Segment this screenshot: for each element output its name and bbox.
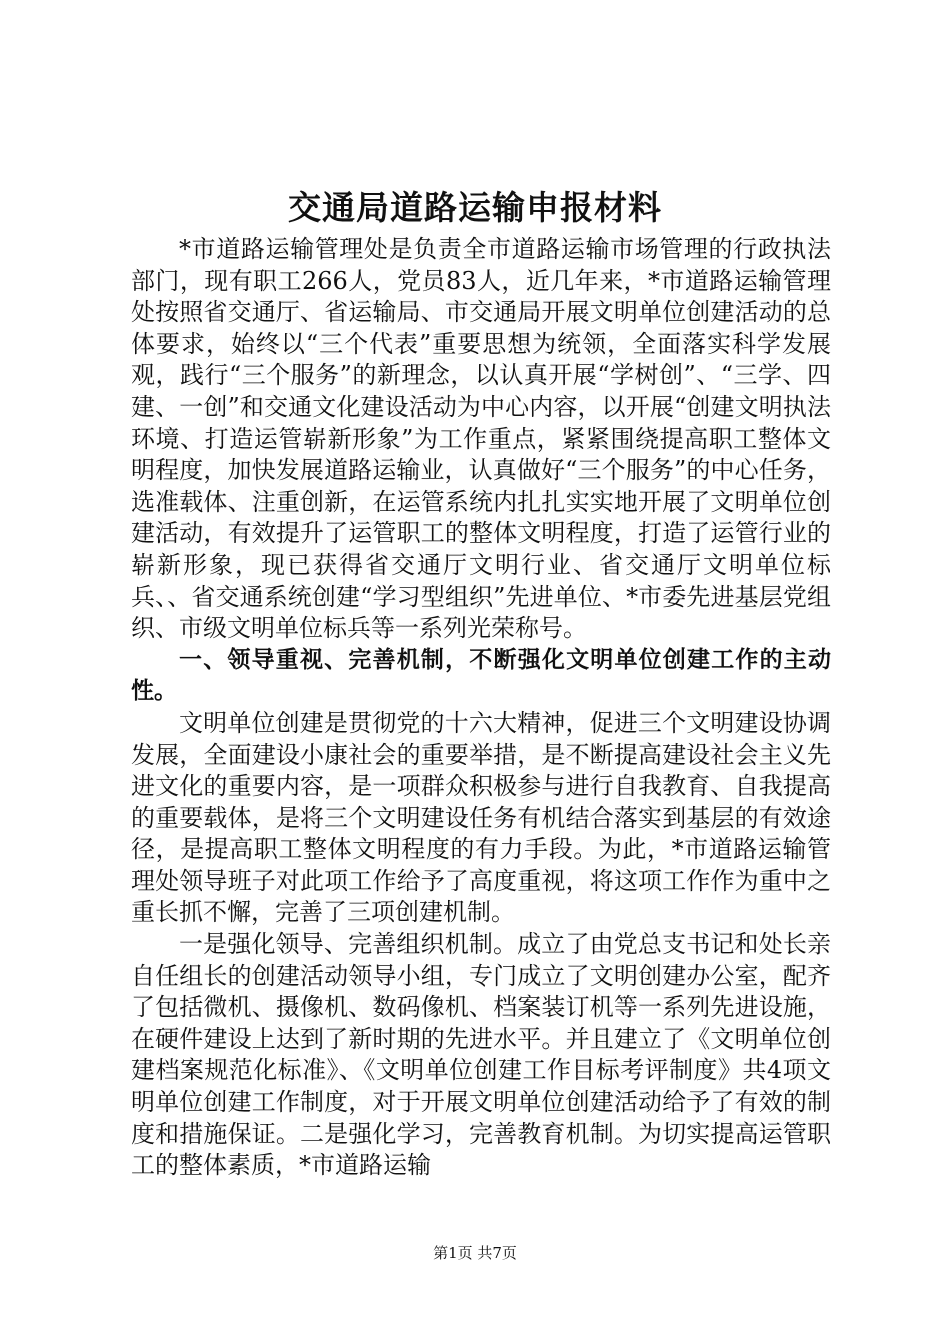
page-footer: 第1页 共7页 (433, 1244, 517, 1262)
document-body (131, 234, 831, 1182)
paragraph-intro: *市道路运输管理处是负责全市道路运输市场管理的行政执法部门，现有职工266人，党员83人，近几年来，*市道路运输管理处按照省交通厅、省运输局、市交通局开展文明单位创建活动的总体要求，始终以“三个代表”重要思想为统领，全面落实科学发展观，践行“三个服务”的新理念，以认真开展“学树创”、“三学、四建、一创”和交通文化建设活动为中心内容，以开展“创建文明执法环境、打造运管崭新形象”为工作重点，紧紧围绕提高职工整体文明程度，加快发展道路运输业，认真做好“三个服务”的中心任务，选准载体、注重创新，在运管系统内扎扎实实地开展了文明单位创建活动，有效提升了运管职工的整体文明程度，打造了运管行业的崭新形象，现已获得省交通厅文明行业、省交通厅文明单位标兵、、省交通系统创建“学习型组织”先进单位、*市委先进基层党组织、市级文明单位标兵等一系列光荣称号。 (131, 235, 831, 643)
section-heading-1: 一、领导重视、完善机制，不断强化文明单位创建工作的主动性。 (131, 646, 831, 705)
paragraph-section-1: 文明单位创建是贯彻党的十六大精神，促进三个文明建设协调发展，全面建设小康社会的重要举措，是不断提高建设社会主义先进文化的重要内容，是一项群众积极参与进行自我教育、自我提高的重要载体，是将三个文明建设任务有机结合落实到基层的有效途径，是提高职工整体文明程度的有力手段。为此，*市道路运输管理处领导班子对此项工作给予了高度重视，将这项工作作为重中之重长抓不懈，完善了三项创建机制。 (131, 708, 831, 927)
document-title: 交通局道路运输申报材料 (288, 188, 662, 227)
paragraph-measures: 一是强化领导、完善组织机制。成立了由党总支书记和处长亲自任组长的创建活动领导小组，专门成立了文明创建办公室，配齐了包括微机、摄像机、数码像机、档案装订机等一系列先进设施，在硬件建设上达到了新时期的先进水平。并且建立了《文明单位创建档案规范化标准》、《文明单位创建工作目标考评制度》共4项文明单位创建工作制度，对于开展文明单位创建活动给予了有效的制度和措施保证。二是强化学习，完善教育机制。为切实提高运管职工的整体素质，*市道路运输 (131, 930, 831, 1180)
